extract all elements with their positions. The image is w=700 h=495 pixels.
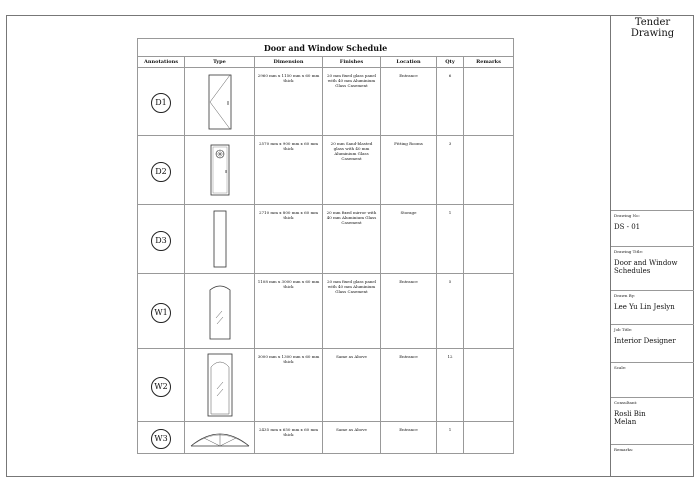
title-block [610, 15, 694, 477]
window-w1-elevation-icon [208, 282, 232, 340]
remarks-value [464, 422, 513, 427]
qty-value: 1 [448, 210, 452, 215]
finishes-value: 20 mm fixed glass panel with 40 mm Aluminium Glass Casement [326, 73, 377, 88]
window-w2-elevation-icon [207, 353, 233, 417]
dimension-value: 2960 mm x 1150 mm x 60 mm thick [257, 73, 320, 83]
dimension-value: 1108 mm x 3000 mm x 60 mm thick [257, 279, 320, 289]
qty-value: 3 [448, 141, 452, 146]
col-header-location: Location [381, 57, 437, 68]
schedule-title: Door and Window Schedule [138, 39, 514, 57]
location-value: Fitting Rooms [394, 141, 423, 146]
drawn-by-label: Drawn By: [614, 293, 636, 298]
consultant-label: Consultant: [614, 400, 638, 405]
finishes-value: 20 mm fixed mirror with 40 mm Aluminium Glass Casement [326, 210, 377, 225]
drawing-title-value: Door and Window Schedules [614, 259, 678, 275]
col-header-type: Type [185, 57, 255, 68]
job-title-value: Interior Designer [614, 337, 676, 345]
annotation-tag: W2 [151, 377, 171, 397]
door-d1-elevation-icon [208, 74, 232, 130]
qty-value: 1 [448, 427, 452, 432]
job-title-cell [611, 324, 694, 362]
door-window-schedule-table [137, 38, 514, 454]
annotation-tag: D1 [151, 93, 171, 113]
dimension-value: 3000 mm x 1300 mm x 60 mm thick [257, 354, 320, 364]
door-d3-elevation-icon [213, 210, 227, 268]
window-w3-arch-icon [190, 428, 250, 448]
door-d2-elevation-icon [210, 144, 230, 196]
drawn-by-cell [611, 290, 694, 324]
remarks-value [464, 136, 513, 141]
dimension-value: 2570 mm x 900 mm x 60 mm thick [258, 141, 319, 151]
location-value: Entrance [399, 73, 418, 78]
table-row [138, 205, 514, 274]
qty-value: 12 [447, 354, 453, 359]
annotation-tag: W3 [151, 429, 171, 449]
col-header-finishes: Finishes [323, 57, 381, 68]
drawing-title-cell [611, 246, 694, 290]
remarks-label: Remarks: [614, 447, 634, 452]
job-title-label: Job Title: [614, 327, 633, 332]
scale-cell [611, 362, 694, 397]
remarks-value [464, 205, 513, 210]
location-value: Entrance [399, 354, 418, 359]
finishes-value: Same as Above [336, 354, 367, 359]
scale-label: Scale: [614, 365, 627, 370]
drawing-number-cell [611, 210, 694, 246]
consultant-value: Rosli Bin Melan [614, 410, 646, 426]
drawn-by-value: Lee Yu Lin Jeslyn [614, 303, 675, 311]
finishes-value: 20 mm fixed glass panel with 40 mm Aluminium Glass Casement [326, 279, 377, 294]
col-header-qty: Qty [437, 57, 464, 68]
header-row [138, 57, 514, 68]
qty-value: 5 [448, 279, 452, 284]
annotation-tag: D2 [151, 162, 171, 182]
finishes-value: Same as Above [336, 427, 367, 432]
annotation-tag: D3 [151, 231, 171, 251]
dimension-value: 2435 mm x 650 mm x 60 mm thick [258, 427, 319, 437]
location-value: Entrance [399, 279, 418, 284]
drawing-number-value: DS - 01 [614, 223, 641, 231]
drawing-title-label: Drawing Title: [614, 249, 644, 254]
location-value: Entrance [399, 427, 418, 432]
remarks-value [464, 349, 513, 354]
dimension-value: 2710 mm x 800 mm x 60 mm thick [258, 210, 319, 220]
col-header-remarks: Remarks [464, 57, 514, 68]
annotation-tag: W1 [151, 303, 171, 323]
consultant-cell [611, 397, 694, 444]
table-row [138, 136, 514, 205]
col-header-annotations: Annotations [138, 57, 185, 68]
table-row [138, 422, 514, 454]
col-header-dimension: Dimension [255, 57, 323, 68]
remarks-value [464, 68, 513, 73]
location-value: Storage [400, 210, 417, 215]
remarks-value [464, 274, 513, 279]
table-row [138, 274, 514, 349]
table-row [138, 349, 514, 422]
title-block-header: Tender Drawing [630, 17, 675, 39]
qty-value: 6 [448, 73, 452, 78]
table-row [138, 68, 514, 136]
finishes-value: 20 mm Sand-blasted glass with 40 mm Aluminium Glass Casement [330, 141, 373, 161]
remarks-cell [611, 444, 694, 477]
drawing-number-label: Drawing No: [614, 213, 640, 218]
